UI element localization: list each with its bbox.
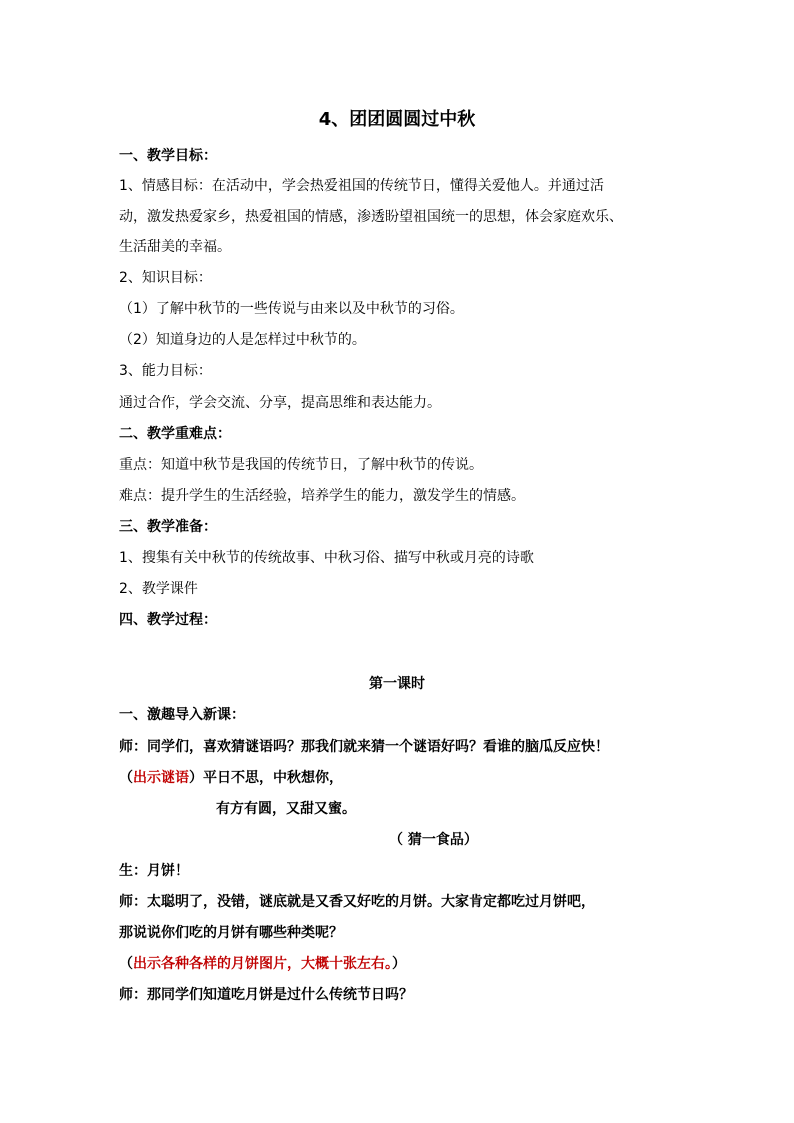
- student-line: 生：月饼！: [119, 863, 189, 879]
- lesson-heading: 第一课时: [369, 676, 425, 692]
- section-heading-key-points: 二、教学重难点：: [119, 426, 231, 442]
- section-heading-process: 四、教学过程：: [119, 612, 217, 628]
- riddle-hint: （ 猜一食品）: [389, 832, 478, 848]
- instruction-close-paren: ）: [392, 956, 406, 972]
- teacher-line: 师：同学们，喜欢猜谜语吗？那我们就来猜一个谜语好吗？看谁的脑瓜反应快！: [119, 739, 609, 755]
- lesson-section-heading: 一、激趣导入新课：: [119, 707, 245, 723]
- riddle-line-2: 有方有圆，又甜又蜜。: [216, 801, 356, 817]
- section-heading-objectives: 一、教学目标：: [119, 148, 217, 164]
- riddle-text: ）平日不思，中秋想你，: [189, 770, 343, 786]
- body-line: 通过合作，学会交流、分享，提高思维和表达能力。: [119, 395, 441, 411]
- teacher-line: 那说说你们吃的月饼有哪些种类呢？: [119, 925, 343, 941]
- riddle-line: [119, 768, 343, 788]
- instruction-open-paren: （: [119, 956, 133, 972]
- teacher-line: 师：那同学们知道吃月饼是过什么传统节日吗？: [119, 987, 413, 1003]
- body-line: 动，激发热爱家乡，热爱祖国的情感，渗透盼望祖国统一的思想，体会家庭欢乐、: [119, 209, 623, 225]
- section-heading-preparation: 三、教学准备：: [119, 519, 217, 535]
- body-line: 2、教学课件: [119, 581, 198, 597]
- body-line: 2、知识目标：: [119, 270, 212, 286]
- body-line: 1、情感目标：在活动中，学会热爱祖国的传统节日，懂得关爱他人。并通过活: [119, 178, 604, 194]
- body-line: 3、能力目标：: [119, 363, 212, 379]
- riddle-open-paren: （: [119, 770, 133, 786]
- riddle-tag: 出示谜语: [133, 770, 189, 786]
- instruction-line: [119, 954, 406, 974]
- teacher-line: 师：太聪明了，没错，谜底就是又香又好吃的月饼。大家肯定都吃过月饼吧，: [119, 894, 595, 910]
- body-line: 重点：知道中秋节是我国的传统节日，了解中秋节的传说。: [119, 457, 483, 473]
- document-title: 4、团团圆圆过中秋: [318, 109, 476, 130]
- body-line: 难点：提升学生的生活经验，培养学生的能力，激发学生的情感。: [119, 488, 525, 504]
- body-line: 1、搜集有关中秋节的传统故事、中秋习俗、描写中秋或月亮的诗歌: [119, 550, 534, 566]
- body-line: 生活甜美的幸福。: [119, 239, 231, 255]
- body-line: （2）知道身边的人是怎样过中秋节的。: [119, 332, 366, 348]
- body-line: （1）了解中秋节的一些传说与由来以及中秋节的习俗。: [119, 301, 464, 317]
- instruction-text: 出示各种各样的月饼图片，大概十张左右。: [133, 956, 392, 972]
